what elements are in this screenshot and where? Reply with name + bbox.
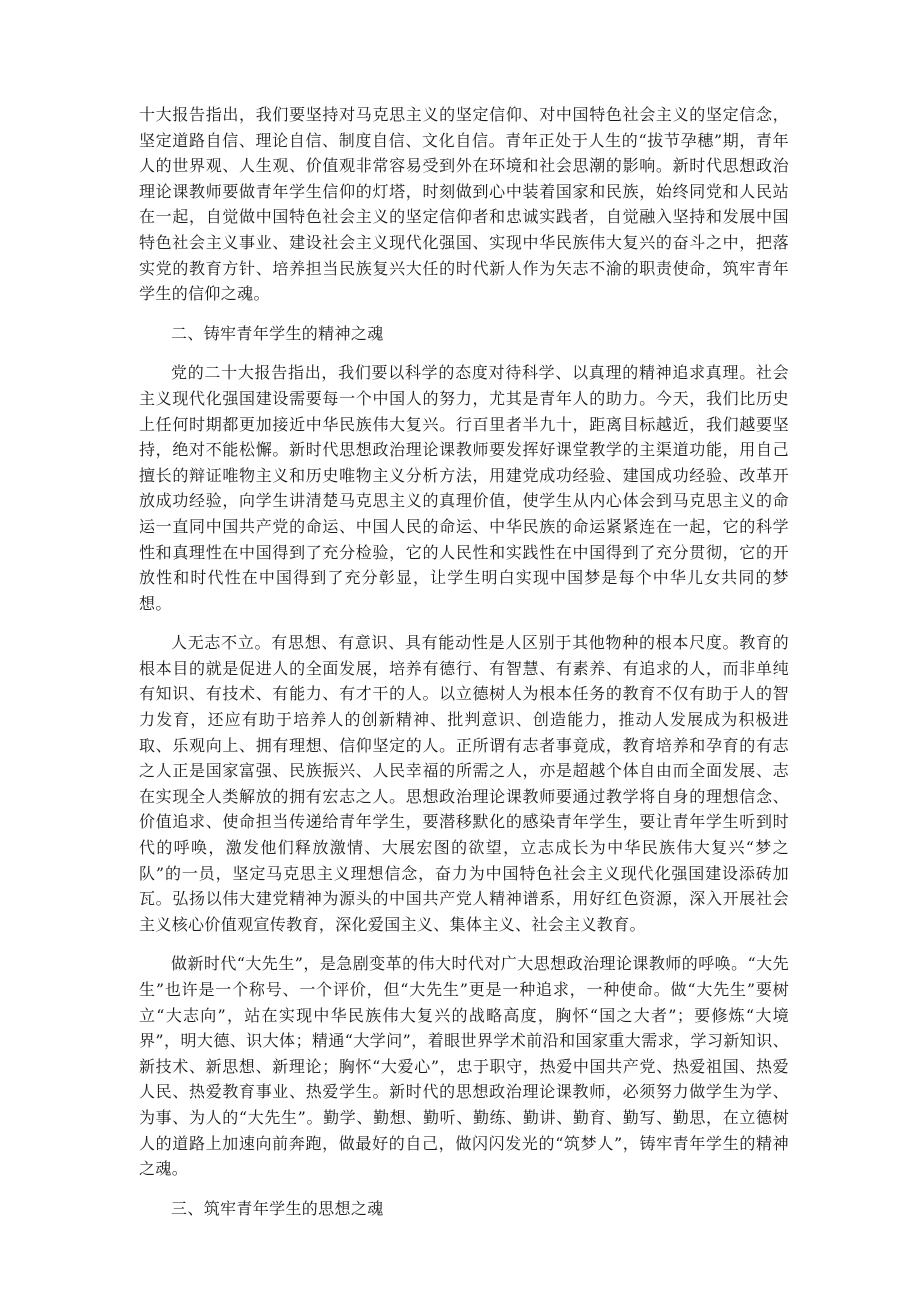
paragraph-ambition: 人无志不立。有思想、有意识、具有能动性是人区别于其他物种的根本尺度。教育的根本目的就是促进人的全面发展，培养有德行、有智慧、有素养、有追求的人，而非单纯有知识、有技术、有能力、有才干的人。以立德树人为根本任务的教育不仅有助于人的智力发育，还应有助于培养人的创新精神、批判意识、创造能力，推动人发展成为积极进取、乐观向上、拥有理想、信仰坚定的人。正所谓有志者事竟成，教育培养和孕育的有志之人正是国家富强、民族振兴、人民幸福的所需之人，亦是超越个体自由而全面发展、志在实现全人类解放的拥有宏志之人。思想政治理论课教师要通过教学将自身的理想信念、价值追求、使命担当传递给青年学生，要潜移默化的感染青年学生，要让青年学生听到时代的呼唤，激发他们释放激情、大展宏图的欲望，立志成长为中华民族伟大复兴“梦之队”的一员，坚定马克思主义理想信念，奋力为中国特色社会主义现代化强国建设添砖加瓦。弘扬以伟大建党精神为源头的中国共产党人精神谱系，用好红色资源，深入开展社会主义核心价值观宣传教育，深化爱国主义、集体主义、社会主义教育。 xyxy=(139,633,789,934)
paragraph-great-teacher: 做新时代“大先生”，是急剧变革的伟大时代对广大思想政治理论课教师的呼唤。“大先生”也许是一个称号、一个评价，但“大先生”更是一种追求，一种使命。做“大先生”要树立“大志向”，站在实现中华民族伟大复兴的战略高度，胸怀“国之大者”；要修炼“大境界”，明大德、识大体；精通“大学问”，着眼世界学术前沿和国家重大需求，学习新知识、新技术、新思想、新理论；胸怀“大爱心”，忠于职守，热爱中国共产党、热爱祖国、热爱人民、热爱教育事业、热爱学生。新时代的思想政治理论课教师，必须努力做学生为学、为事、为人的“大先生”。勤学、勤想、勤听、勤练、勤讲、勤育、勤写、勤思，在立德树人的道路上加速向前奔跑，做最好的自己，做闪闪发光的“筑梦人”，铸牢青年学生的精神之魂。 xyxy=(139,954,789,1179)
paragraph-science-truth: 党的二十大报告指出，我们要以科学的态度对待科学、以真理的精神追求真理。社会主义现代化强国建设需要每一个中国人的努力，尤其是青年人的助力。今天，我们比历史上任何时期都更加接近中华民族伟大复兴。行百里者半九十，距离目标越近，我们越要坚持，绝对不能松懈。新时代思想政治理论课教师要发挥好课堂教学的主渠道功能，用自己擅长的辩证唯物主义和历史唯物主义分析方法，用建党成功经验、建国成功经验、改革开放成功经验，向学生讲清楚马克思主义的真理价值，使学生从内心体会到马克思主义的命运一直同中国共产党的命运、中国人民的命运、中华民族的命运紧紧连在一起，它的科学性和真理性在中国得到了充分检验，它的人民性和实践性在中国得到了充分贯彻，它的开放性和时代性在中国得到了充分彰显，让学生明白实现中国梦是每个中华儿女共同的梦想。 xyxy=(139,363,789,613)
paragraph-faith-continued: 十大报告指出，我们要坚持对马克思主义的坚定信仰、对中国特色社会主义的坚定信念，坚定道路自信、理论自信、制度自信、文化自信。青年正处于人生的“拔节孕穗”期，青年人的世界观、人生观、价值观非常容易受到外在环境和社会思潮的影响。新时代思想政治理论课教师要做青年学生信仰的灯塔，时刻做到心中装着国家和民族，始终同党和人民站在一起，自觉做中国特色社会主义的坚定信仰者和忠诚实践者，自觉融入坚持和发展中国特色社会主义事业、建设社会主义现代化强国、实现中华民族伟大复兴的奋斗之中，把落实党的教育方针、培养担当民族复兴大任的时代新人作为矢志不渝的职责使命，筑牢青年学生的信仰之魂。 xyxy=(139,105,789,304)
section-heading-spirit: 二、铸牢青年学生的精神之魂 xyxy=(171,323,384,343)
section-heading-thought: 三、筑牢青年学生的思想之魂 xyxy=(171,1198,384,1218)
document-page xyxy=(139,102,789,1235)
